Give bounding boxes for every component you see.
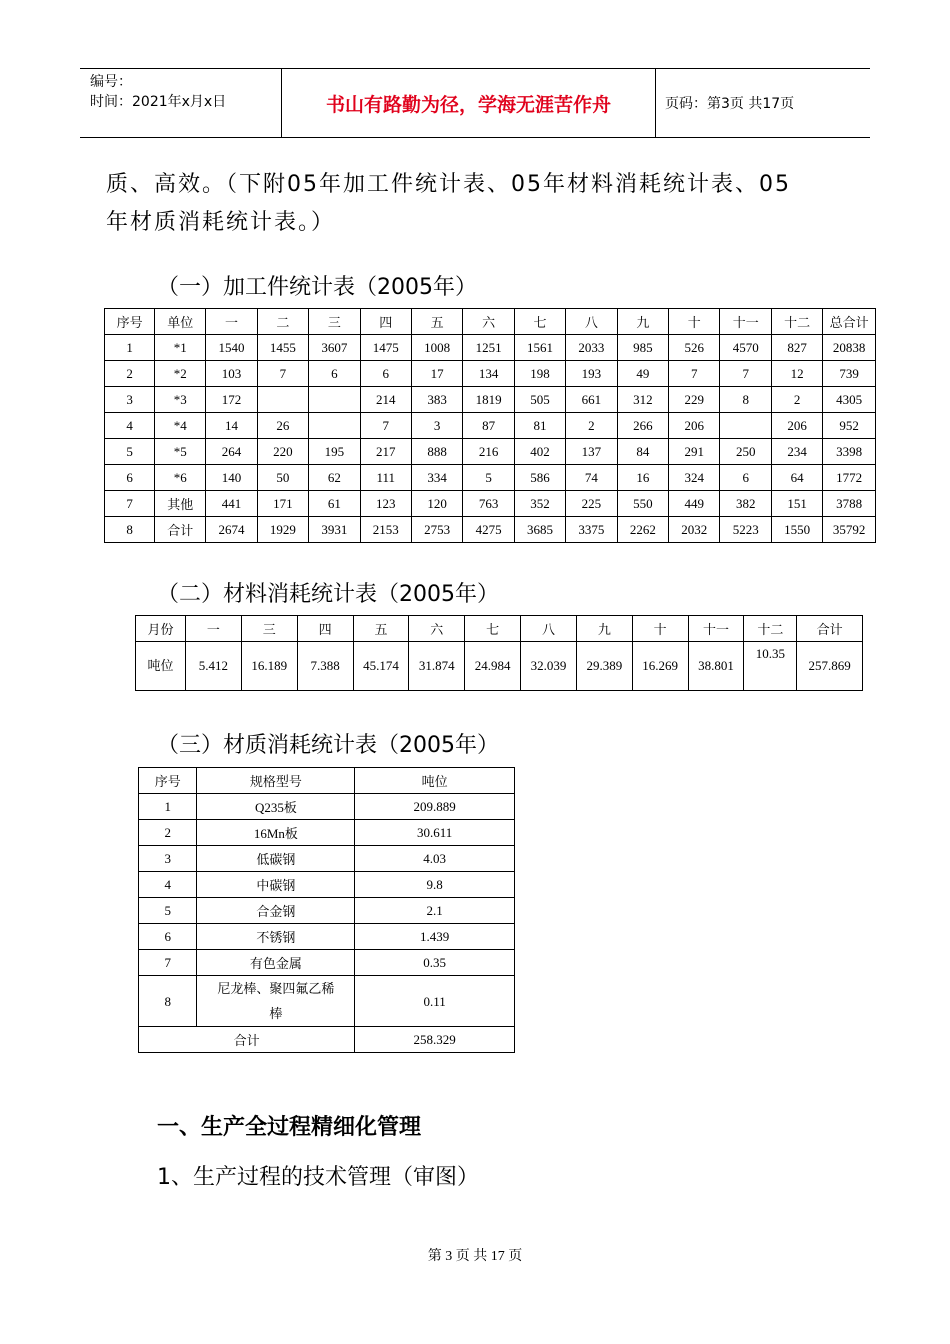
column-header: 七	[514, 309, 565, 335]
table-cell: 5.412	[186, 642, 242, 691]
table-cell: 586	[514, 465, 565, 491]
table-cell: *4	[155, 413, 206, 439]
column-header: 九	[617, 309, 668, 335]
column-header: 一	[186, 616, 242, 642]
table-cell: 5	[139, 898, 197, 924]
table-cell: 7.388	[297, 642, 353, 691]
table-cell: 10.35	[744, 642, 797, 691]
table-cell: 尼龙棒、聚四氟乙稀棒	[197, 976, 355, 1027]
table-cell: 4275	[463, 517, 514, 543]
table-cell: 5223	[720, 517, 771, 543]
table-cell: 195	[309, 439, 360, 465]
table-cell: 低碳钢	[197, 846, 355, 872]
table-cell: 2753	[411, 517, 462, 543]
table-cell: 16Mn板	[197, 820, 355, 846]
table-cell: Q235板	[197, 794, 355, 820]
column-header: 六	[463, 309, 514, 335]
table-cell: 8	[720, 387, 771, 413]
table-cell: 193	[566, 361, 617, 387]
table-cell: 7	[360, 413, 411, 439]
table-cell: 250	[720, 439, 771, 465]
table-cell: 505	[514, 387, 565, 413]
table-row	[136, 642, 863, 691]
table-cell: 12	[771, 361, 822, 387]
column-header: 六	[409, 616, 465, 642]
table-cell: 3	[139, 846, 197, 872]
table-cell: 209.889	[355, 794, 515, 820]
table-cell: 2153	[360, 517, 411, 543]
table-cell: 206	[669, 413, 720, 439]
table-cell: 1772	[823, 465, 876, 491]
column-header: 四	[360, 309, 411, 335]
table-cell: 45.174	[353, 642, 409, 691]
table-cell: 1561	[514, 335, 565, 361]
table-cell: 352	[514, 491, 565, 517]
column-header: 单位	[155, 309, 206, 335]
table-cell: 214	[360, 387, 411, 413]
table-cell: 888	[411, 439, 462, 465]
page-footer: 第 3 页 共 17 页	[427, 1249, 523, 1264]
table-row	[105, 335, 876, 361]
table-cell: 50	[257, 465, 308, 491]
table-cell: 291	[669, 439, 720, 465]
column-header: 五	[353, 616, 409, 642]
table-row	[105, 387, 876, 413]
row-label: 吨位	[136, 642, 186, 691]
table-cell	[309, 413, 360, 439]
table-cell: 257.869	[797, 642, 863, 691]
table-cell: 6	[139, 924, 197, 950]
column-header: 十	[632, 616, 688, 642]
table-cell: 2	[105, 361, 155, 387]
table-cell: 111	[360, 465, 411, 491]
table-cell: 2033	[566, 335, 617, 361]
code-label: 编号：	[90, 74, 132, 90]
table-cell: 7	[669, 361, 720, 387]
table-cell: 16.189	[241, 642, 297, 691]
table-cell: 4.03	[355, 846, 515, 872]
table-cell: 3788	[823, 491, 876, 517]
table-cell: *3	[155, 387, 206, 413]
table-cell: 763	[463, 491, 514, 517]
table-cell: 30.611	[355, 820, 515, 846]
table-total-row	[139, 1027, 515, 1053]
table-cell: 32.039	[521, 642, 577, 691]
table-cell: 266	[617, 413, 668, 439]
table-cell: 8	[105, 517, 155, 543]
table-cell: 20838	[823, 335, 876, 361]
table-cell: 其他	[155, 491, 206, 517]
table-cell: 1	[105, 335, 155, 361]
table-cell: 84	[617, 439, 668, 465]
table-cell: 3931	[309, 517, 360, 543]
table-cell: 264	[206, 439, 257, 465]
table-cell: 220	[257, 439, 308, 465]
table-cell: 5	[105, 439, 155, 465]
table2-title: （二）材料消耗统计表（2005年）	[157, 582, 499, 607]
body-paragraph	[106, 166, 866, 242]
table-cell: 120	[411, 491, 462, 517]
table-row	[139, 898, 515, 924]
total-value: 258.329	[355, 1027, 515, 1053]
table-row	[139, 794, 515, 820]
header-page-info: 页码：第3页 共17页	[665, 96, 795, 112]
material-type-table	[138, 767, 515, 1053]
table-cell: 140	[206, 465, 257, 491]
table-cell: 402	[514, 439, 565, 465]
table-cell: 137	[566, 439, 617, 465]
table-cell: 24.984	[465, 642, 521, 691]
table-cell: 526	[669, 335, 720, 361]
table-cell: 4305	[823, 387, 876, 413]
table-cell: 1929	[257, 517, 308, 543]
table-cell: 合金钢	[197, 898, 355, 924]
table-cell: 134	[463, 361, 514, 387]
table-cell: 441	[206, 491, 257, 517]
table-cell: 2.1	[355, 898, 515, 924]
table-cell: 383	[411, 387, 462, 413]
table-cell: 6	[360, 361, 411, 387]
table-cell: 216	[463, 439, 514, 465]
table-cell: 324	[669, 465, 720, 491]
time-label: 时间：2021年x月x日	[90, 94, 227, 110]
table-cell: *2	[155, 361, 206, 387]
table-cell: 29.389	[576, 642, 632, 691]
table-header-row	[139, 768, 515, 794]
processing-stats-table	[104, 308, 876, 543]
table-cell: 1.439	[355, 924, 515, 950]
table-cell: 312	[617, 387, 668, 413]
table-row	[139, 846, 515, 872]
table-cell: 1008	[411, 335, 462, 361]
table-cell: 1	[139, 794, 197, 820]
table-cell: 81	[514, 413, 565, 439]
column-header: 一	[206, 309, 257, 335]
table-cell: 827	[771, 335, 822, 361]
table-cell: 16	[617, 465, 668, 491]
column-header: 十一	[720, 309, 771, 335]
table-cell: 217	[360, 439, 411, 465]
table-cell: 8	[139, 976, 197, 1027]
column-header: 月份	[136, 616, 186, 642]
table-cell: 0.35	[355, 950, 515, 976]
table-cell: 35792	[823, 517, 876, 543]
column-header: 四	[297, 616, 353, 642]
column-header: 序号	[105, 309, 155, 335]
table-cell: 1475	[360, 335, 411, 361]
table-cell: 2032	[669, 517, 720, 543]
table-cell: 31.874	[409, 642, 465, 691]
header-meta	[80, 69, 282, 137]
table-cell: 中碳钢	[197, 872, 355, 898]
material-consumption-table	[135, 615, 863, 691]
column-header: 规格型号	[197, 768, 355, 794]
table-cell: 7	[139, 950, 197, 976]
table-cell: 2	[139, 820, 197, 846]
table-cell	[309, 387, 360, 413]
table-row	[105, 439, 876, 465]
table-cell: 4	[105, 413, 155, 439]
table-cell: 2262	[617, 517, 668, 543]
table-cell: 2	[771, 387, 822, 413]
column-header: 七	[465, 616, 521, 642]
column-header: 十二	[744, 616, 797, 642]
table-cell: 5	[463, 465, 514, 491]
table-cell: 985	[617, 335, 668, 361]
table-row	[105, 517, 876, 543]
table-cell: 61	[309, 491, 360, 517]
column-header: 十	[669, 309, 720, 335]
table-cell: 4	[139, 872, 197, 898]
table-row	[139, 976, 515, 1027]
table-cell: 4570	[720, 335, 771, 361]
table-row	[105, 491, 876, 517]
table-cell: 172	[206, 387, 257, 413]
paragraph-line-1: 质、高效。（下附05年加工件统计表、05年材料消耗统计表、05	[106, 172, 791, 197]
column-header: 八	[521, 616, 577, 642]
table-cell: 3685	[514, 517, 565, 543]
table-cell: 1819	[463, 387, 514, 413]
table-cell: 17	[411, 361, 462, 387]
table-cell: 103	[206, 361, 257, 387]
table-cell: *5	[155, 439, 206, 465]
table-cell: 449	[669, 491, 720, 517]
column-header: 十一	[688, 616, 744, 642]
table-cell: 6	[105, 465, 155, 491]
table-cell: 14	[206, 413, 257, 439]
table-cell: 6	[720, 465, 771, 491]
page-header	[80, 68, 870, 138]
header-motto: 书山有路勤为径，学海无涯苦作舟	[282, 69, 656, 137]
column-header: 三	[309, 309, 360, 335]
column-header: 序号	[139, 768, 197, 794]
table-cell: 7	[257, 361, 308, 387]
table-cell: 74	[566, 465, 617, 491]
table-cell: 234	[771, 439, 822, 465]
column-header: 总合计	[823, 309, 876, 335]
table-cell: 有色金属	[197, 950, 355, 976]
table-cell: 1455	[257, 335, 308, 361]
column-header: 十二	[771, 309, 822, 335]
table-cell: 1251	[463, 335, 514, 361]
table-cell: 0.11	[355, 976, 515, 1027]
column-header: 吨位	[355, 768, 515, 794]
table-cell: 38.801	[688, 642, 744, 691]
table-cell: 661	[566, 387, 617, 413]
table-cell: 550	[617, 491, 668, 517]
paragraph-line-2: 年材质消耗统计表。）	[106, 210, 336, 235]
table-cell: 7	[720, 361, 771, 387]
table-cell: 2	[566, 413, 617, 439]
table-cell: 151	[771, 491, 822, 517]
table-cell: 49	[617, 361, 668, 387]
total-label: 合计	[139, 1027, 355, 1053]
table-cell	[720, 413, 771, 439]
table-cell: 9.8	[355, 872, 515, 898]
table-cell: 739	[823, 361, 876, 387]
table-cell: 62	[309, 465, 360, 491]
table-header-row	[105, 309, 876, 335]
column-header: 合计	[797, 616, 863, 642]
table-cell: 7	[105, 491, 155, 517]
table-cell: 87	[463, 413, 514, 439]
table-cell: 16.269	[632, 642, 688, 691]
table-row	[139, 950, 515, 976]
table-cell: 952	[823, 413, 876, 439]
table-cell: 合计	[155, 517, 206, 543]
table-cell: *1	[155, 335, 206, 361]
table-cell: 225	[566, 491, 617, 517]
table-cell: 3	[411, 413, 462, 439]
column-header: 九	[576, 616, 632, 642]
table-cell: 3	[105, 387, 155, 413]
column-header: 五	[411, 309, 462, 335]
table-row	[139, 924, 515, 950]
table-cell: *6	[155, 465, 206, 491]
subsection-heading: 1、生产过程的技术管理（审图）	[157, 1165, 479, 1190]
table-cell: 2674	[206, 517, 257, 543]
table-cell: 1540	[206, 335, 257, 361]
table-cell	[257, 387, 308, 413]
table-cell: 64	[771, 465, 822, 491]
column-header: 八	[566, 309, 617, 335]
column-header: 二	[257, 309, 308, 335]
table-cell: 6	[309, 361, 360, 387]
table3-title: （三）材质消耗统计表（2005年）	[157, 733, 499, 758]
table-cell: 1550	[771, 517, 822, 543]
table-row	[105, 361, 876, 387]
table-row	[105, 413, 876, 439]
table-row	[139, 820, 515, 846]
table-cell: 206	[771, 413, 822, 439]
table-row	[105, 465, 876, 491]
table-cell: 3398	[823, 439, 876, 465]
table-cell: 229	[669, 387, 720, 413]
table-cell: 382	[720, 491, 771, 517]
table-cell: 26	[257, 413, 308, 439]
table-cell: 334	[411, 465, 462, 491]
table-header-row	[136, 616, 863, 642]
table-cell: 3607	[309, 335, 360, 361]
table-cell: 171	[257, 491, 308, 517]
table-cell: 不锈钢	[197, 924, 355, 950]
column-header: 三	[241, 616, 297, 642]
section-heading: 一、生产全过程精细化管理	[157, 1115, 422, 1140]
table-cell: 198	[514, 361, 565, 387]
table-cell: 123	[360, 491, 411, 517]
table1-title: （一）加工件统计表（2005年）	[157, 275, 477, 300]
table-row	[139, 872, 515, 898]
table-cell: 3375	[566, 517, 617, 543]
